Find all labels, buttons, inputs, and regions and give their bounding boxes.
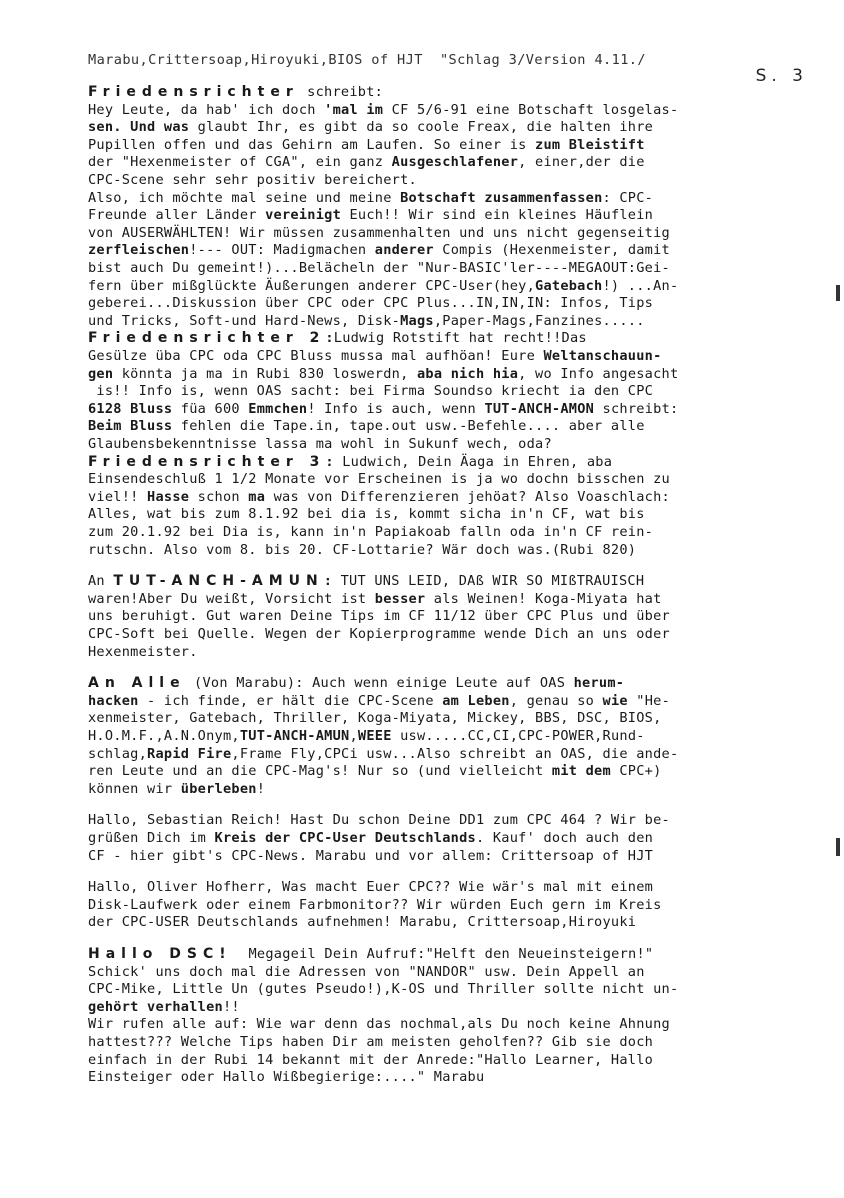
text-run: CF 5/6-91 eine Botschaft losgelas- (383, 101, 679, 118)
bold-text: TUT-ANCH-AMUN (239, 728, 350, 744)
text-line (88, 119, 653, 137)
text-run: Schick' uns doch mal die Adressen von "NANDOR" usw. Dein Appell an (88, 963, 645, 980)
bold-text: überleben (180, 780, 257, 797)
bold-text: Beim Bluss (88, 418, 173, 435)
margin-mark (836, 838, 840, 856)
text-line (88, 914, 636, 932)
text-line (88, 313, 645, 331)
text-line (88, 454, 612, 472)
text-line (88, 225, 670, 243)
bold-text: Mags (400, 312, 434, 329)
bold-text: besser (374, 590, 426, 607)
text-line (88, 383, 653, 401)
text-run: Glaubensbekenntnisse lassa ma wohl in Sukunf wech, oda? (88, 436, 552, 452)
bold-text: ma (248, 488, 266, 505)
text-line (88, 154, 645, 172)
text-run: ! (256, 780, 266, 797)
text-line (88, 591, 662, 609)
margin-mark (836, 285, 840, 301)
text-run: grüßen Dich im (88, 830, 215, 846)
text-run: , einer,der die (518, 154, 645, 171)
text-line (88, 626, 670, 644)
text-run: CPC+) (610, 763, 662, 780)
bold-text: zum Bleistift (535, 136, 645, 153)
text-run: Hexenmeister. (88, 643, 198, 660)
bold-text: herum- (573, 675, 625, 692)
text-line (88, 137, 645, 155)
text-run: waren!Aber Du weißt, Vorsicht ist (88, 590, 375, 607)
text-run: schreibt: (594, 400, 679, 417)
text-line (88, 812, 670, 830)
bold-text: vereinigt (265, 207, 342, 224)
text-line (88, 84, 383, 102)
text-line (88, 260, 670, 278)
text-line (88, 1069, 484, 1087)
bold-text: 'mal im (324, 101, 384, 118)
bold-text: mit dem (551, 763, 611, 780)
text-run: von AUSERWÄHLTEN! Wir müssen zusammenhalten und uns nicht gegenseitig (88, 224, 670, 241)
text-run: der CPC-USER Deutschlands aufnehmen! Marabu, Crittersoap,Hiroyuki (88, 914, 637, 931)
text-line (88, 608, 670, 626)
text-run: Hallo, Sebastian Reich! Hast Du schon Deine DD1 zum CPC 464 ? Wir be- (88, 812, 670, 829)
text-run: Gesülze üba CPC oda CPC Bluss mussa mal aufhöan! Eure (88, 348, 544, 364)
text-line (88, 675, 624, 693)
text-run: geberei...Diskussion über CPC oder CPC Plus...IN,IN,IN: Infos, Tips (88, 295, 654, 312)
text-run: Ludwich, Dein Äaga in Ehren, aba (333, 453, 613, 470)
bold-text: anderer (374, 242, 434, 259)
text-run: ,Frame Fly,CPCi usw...Also schreibt an OAS, die ande- (231, 745, 679, 762)
bold-text: zerfleischen (88, 242, 190, 259)
text-line (88, 763, 662, 781)
text-run: können wir (88, 780, 181, 797)
text-line (88, 102, 678, 120)
section-heading: Hallo DSC! (88, 946, 232, 962)
bold-text: aba nich hia (416, 365, 519, 382)
text-run: , wo Info angesacht (518, 365, 679, 382)
text-line (88, 1034, 653, 1052)
text-run: zum 20.1.92 bei Dia is, kann in'n Papiakoab falln oda in'n CF rein- (88, 524, 654, 540)
text-run: : CPC- (602, 189, 654, 206)
text-run: glaubt Ihr, es gibt da so coole Freax, die halten ihre (189, 119, 654, 136)
bold-text: : (325, 330, 334, 347)
bold-text: Hasse (147, 488, 190, 505)
text-line (88, 746, 678, 764)
text-line (88, 848, 653, 866)
bold-text: Botschaft zusammenfassen (400, 189, 603, 206)
text-run: CPC-Scene sehr sehr positiv bereichert. (88, 172, 417, 188)
bold-text: : (325, 453, 334, 470)
text-run: !) ...An- (602, 277, 679, 294)
bold-text: 6128 Bluss (88, 400, 173, 417)
text-run: CF - hier gibt's CPC-News. Marabu und vor allem: Crittersoap of HJT (88, 847, 654, 864)
text-line (88, 946, 653, 964)
bold-text: Rapid Fire (147, 745, 232, 762)
text-line (88, 693, 670, 711)
bold-text: Kreis der CPC-User Deutschlands (214, 830, 476, 846)
bold-text: sen. Und was (88, 119, 190, 136)
text-run: der "Hexenmeister of CGA", ein ganz (88, 154, 392, 171)
text-run: xenmeister, Gatebach, Thriller, Koga-Miyata, Mickey, BBS, DSC, BIOS, (88, 710, 662, 727)
text-run: füa 600 (172, 400, 249, 417)
bold-text: WEEE (357, 728, 392, 744)
text-line (88, 418, 645, 436)
text-run: , (349, 728, 358, 744)
text-run: bist auch Du gemeint!)...Belächeln der "Nur-BASIC'ler----MEGAOUT:Gei- (88, 260, 670, 276)
text-run: , genau so (509, 692, 603, 709)
text-line (88, 242, 670, 260)
text-run: Hey Leute, da hab' ich doch (88, 101, 325, 118)
text-line (88, 781, 265, 799)
text-line (88, 1052, 653, 1070)
text-run: !--- OUT: Madigmachen (189, 242, 375, 259)
text-line (88, 710, 662, 728)
section-heading: Friedensrichter (88, 84, 299, 100)
section-heading: TUT-ANCH-AMUN (113, 573, 324, 590)
text-line (88, 542, 636, 560)
text-run: ! Info is auch, wenn (307, 400, 485, 417)
text-line (88, 278, 678, 296)
text-line (88, 1016, 670, 1034)
page-header: Marabu,Crittersoap,Hiroyuki,BIOS of HJT "Schlag 3/Version 4.11./ (88, 52, 646, 68)
text-run: !! (222, 998, 240, 1015)
bold-text: wie (602, 692, 628, 709)
text-line (88, 644, 198, 662)
text-run: uns beruhigt. Gut waren Deine Tips im CF 11/12 über CPC Plus und über (88, 608, 670, 625)
text-run: als Weinen! Koga-Miyata hat (425, 590, 662, 607)
text-run: ren Leute und an die CPC-Mag's! Nur so (und vielleicht (88, 763, 552, 780)
text-run: Hallo, Oliver Hofherr, Was macht Euer CPC?? Wie wär's mal mit einem (88, 879, 654, 896)
text-run: Ludwig Rotstift hat recht!!Das (333, 330, 587, 347)
text-line (88, 897, 662, 915)
text-run: hattest??? Welche Tips haben Dir am meisten geholfen?? Gib sie doch (88, 1034, 654, 1050)
page-number: S. 3 (755, 66, 808, 86)
text-run: usw.....CC,CI,CPC-POWER,Rund- (391, 728, 645, 744)
text-run: was von Differenzieren jehöat? Also Voaschlach: (265, 488, 670, 505)
bold-text: Gatebach (535, 277, 603, 294)
text-run: Freunde aller Länder (88, 207, 266, 224)
bold-text: TUT-ANCH-AMON (484, 400, 595, 417)
text-line (88, 728, 645, 746)
section-heading: Friedensrichter 2 (88, 330, 326, 347)
text-line (88, 366, 678, 384)
text-run: CPC-Mike, Little Un (gutes Pseudo!),K-OS und Thriller sollte nicht un- (88, 981, 679, 998)
text-run: und Tricks, Soft-und Hard-News, Disk- (88, 312, 401, 329)
text-line (88, 172, 417, 190)
text-run: schreibt: (298, 84, 384, 100)
text-line (88, 524, 653, 542)
text-run: könnta ja ma in Rubi 830 loswerdn, (113, 365, 417, 382)
text-run: schlag, (88, 745, 148, 762)
text-run: Euch!! Wir sind ein kleines Häuflein (341, 207, 654, 224)
text-run: Megageil Dein Aufruf:"Helft den Neueinsteigern!" (231, 946, 654, 962)
text-line (88, 471, 670, 489)
text-run: CPC-Soft bei Quelle. Wegen der Kopierprogramme wende Dich an uns oder (88, 626, 670, 642)
text-run: viel!! (88, 488, 148, 505)
text-run: (Von Marabu): Auch wenn einige Leute auf OAS (185, 675, 574, 692)
text-run: "He- (627, 692, 670, 709)
text-line (88, 506, 645, 524)
bold-text: Emmchen (248, 400, 308, 417)
text-run: fehlen die Tape.in, tape.out usw.-Befehle.... aber alle (172, 418, 645, 435)
text-run: TUT UNS LEID, DAß WIR SO MIßTRAUISCH (332, 573, 645, 590)
text-run: Wir rufen alle auf: Wie war denn das nochmal,als Du noch keine Ahnung (88, 1016, 670, 1033)
text-run: einfach in der Rubi 14 bekannt mit der Anrede:"Hallo Learner, Hallo (88, 1051, 654, 1068)
text-run: fern über mißglückte Äußerungen anderer CPC-User(hey, (88, 277, 536, 294)
text-run: Compis (Hexenmeister, damit (433, 242, 670, 259)
text-line (88, 401, 678, 419)
text-line (88, 190, 653, 208)
text-run: - ich finde, er hält die CPC-Scene (138, 692, 443, 709)
text-run: ,Paper-Mags,Fanzines..... (433, 312, 645, 329)
bold-text: : (323, 573, 333, 590)
text-line (88, 348, 662, 366)
bold-text: gen (88, 365, 114, 382)
text-run: Einsendeschluß 1 1/2 Monate vor Erscheinen is ja wo dochn bisschen zu (88, 471, 670, 488)
bold-text: Ausgeschlafener (391, 154, 519, 171)
text-run: Alles, wat bis zum 8.1.92 bei dia is, kommt sicha in'n CF, wat bis (88, 506, 645, 523)
text-run: rutschn. Also vom 8. bis 20. CF-Lottarie? Wär doch was.(Rubi 820) (88, 541, 637, 558)
text-run: Einsteiger oder Hallo Wißbegierige:...." Marabu (88, 1069, 485, 1086)
text-run: schon (189, 488, 249, 505)
text-run: Also, ich möchte mal seine und meine (88, 189, 401, 206)
text-run: . Kauf' doch auch den (475, 830, 654, 846)
text-line (88, 981, 678, 999)
bold-text: Weltanschauun- (543, 348, 662, 364)
text-line (88, 207, 653, 225)
bold-text: hacken (88, 692, 139, 709)
bold-text: gehört verhallen (88, 998, 223, 1015)
section-heading: An Alle (88, 675, 186, 692)
text-run: Pupillen offen und das Gehirn am Laufen. So einer is (88, 136, 536, 153)
text-line (88, 830, 653, 848)
text-run: Disk-Laufwerk oder einem Farbmonitor?? Wir würden Euch gern im Kreis (88, 896, 662, 913)
text-line (88, 573, 644, 591)
text-line (88, 999, 240, 1017)
text-line (88, 964, 645, 982)
text-run: is!! Info is, wenn OAS sacht: bei Firma Soundso kriecht ia den CPC (88, 383, 654, 400)
text-line (88, 295, 653, 313)
text-line (88, 330, 587, 348)
text-line (88, 436, 552, 454)
text-run: An (88, 573, 114, 590)
bold-text: am Leben (442, 692, 510, 709)
section-heading: Friedensrichter 3 (88, 453, 326, 470)
text-line (88, 489, 670, 507)
text-run: H.O.M.F.,A.N.Onym, (88, 728, 240, 744)
text-line (88, 879, 653, 897)
